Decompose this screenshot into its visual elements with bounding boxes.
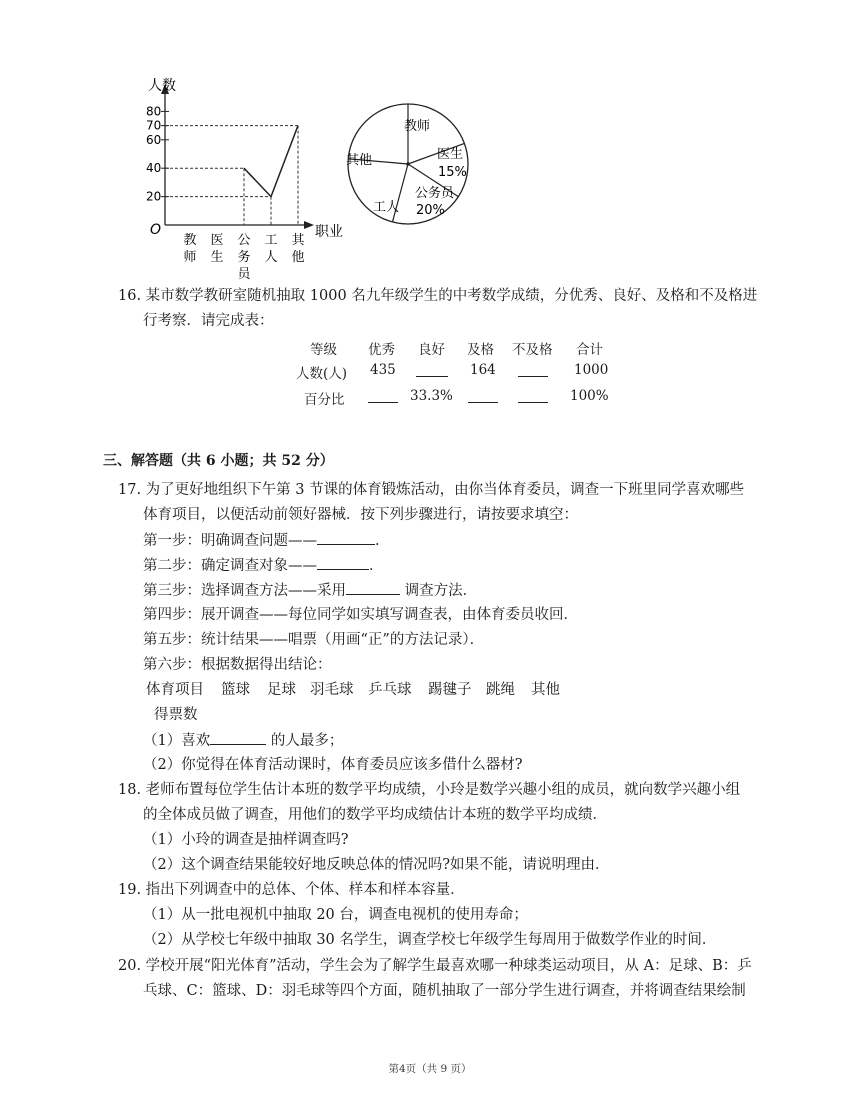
th-pass: 及格: [467, 342, 494, 358]
th-excellent: 优秀: [368, 342, 395, 358]
q18-line1: 18. 老师布置每位学生估计本班的数学平均成绩，小玲是数学兴趣小组的成员，就向数学兴趣小组: [118, 782, 741, 798]
sport-col-7: 其他: [531, 682, 560, 698]
occupation-line-chart: [138, 70, 358, 285]
sport-col-4: 乒乓球: [368, 682, 412, 698]
q17-sub1: [143, 730, 343, 751]
q17-step3-text-b: 调查方法．: [400, 583, 478, 599]
y-axis-label: 人数: [148, 78, 176, 94]
q20-line1: 20. 学校开展“阳光体育”活动，学生会为了解学生最喜欢哪一种球类运动项目，从 A：足球、B：乒: [118, 958, 752, 974]
occupation-pie-chart: [340, 90, 490, 240]
q17-step4: 第四步：展开调查——每位同学如实填写调查表，由体育委员收回．: [143, 607, 578, 623]
q18-sub2: （2）这个调查结果能较好地反映总体的情况吗?如果不能，请说明理由．: [143, 857, 610, 873]
q17-step3: [143, 580, 477, 601]
y-tick-label: 60: [146, 132, 162, 147]
count-good-blank[interactable]: [416, 362, 448, 381]
pie-label-teacher: 教师: [404, 119, 431, 134]
q17-step3-blank[interactable]: [346, 580, 400, 595]
q17-sub1-blank[interactable]: [210, 730, 266, 745]
q19-line1: 19. 指出下列调查中的总体、个体、样本和样本容量．: [118, 882, 465, 898]
x-category-label: 工人: [264, 233, 278, 265]
q17-step2-blank[interactable]: [317, 555, 369, 570]
x-category-label: 公务员: [237, 233, 251, 282]
q17-step2: 第二步：确定调查对象—— ．: [143, 555, 384, 576]
q18-line2: 的全体成员做了调查，用他们的数学平均成绩估计本班的数学平均成绩．: [143, 807, 607, 823]
q17-votes-label: 得票数: [154, 707, 198, 723]
y-tick-label: 40: [146, 161, 162, 176]
sport-col-5: 踢毽子: [428, 682, 472, 698]
y-tick-label: 80: [146, 104, 162, 119]
q16-line2: 行考察．请完成表：: [143, 313, 274, 329]
pie-label-worker: 工人: [373, 200, 400, 215]
q17-step2-text: 第二步：确定调查对象——: [143, 558, 317, 574]
y-tick-label: 20: [146, 189, 162, 204]
pct-fail-blank[interactable]: [518, 388, 548, 407]
q17-step5: 第五步：统计结果——唱票（用画“正”的方法记录）．: [143, 632, 485, 648]
th-level: 等级: [310, 342, 337, 358]
pct-good: 33.3%: [410, 388, 453, 404]
q17-step1: 第一步：明确调查问题—— ．: [143, 530, 390, 551]
x-category-label: 其他: [291, 233, 305, 265]
pie-label-other: 其他: [346, 153, 373, 168]
x-axis-label: 职业: [315, 224, 343, 240]
q17-step1-blank[interactable]: [317, 530, 375, 545]
q20-line2: 乓球、C：篮球、D：羽毛球等四个方面，随机抽取了一部分学生进行调查，并将调查结果绘制: [143, 983, 746, 999]
count-fail-blank[interactable]: [518, 362, 548, 381]
x-category-label: 教师: [183, 233, 197, 265]
x-axis-arrow: [304, 221, 314, 229]
q16-line1: 16. 某市数学教研室随机抽取 1000 名九年级学生的中考数学成绩，分优秀、良好、及格和不及格进: [118, 288, 758, 304]
pie-center: [406, 162, 410, 166]
pie-label-civil-pct: 20%: [416, 203, 445, 218]
page-footer: 第4页（共 9 页）: [388, 1063, 472, 1075]
sport-col-3: 羽毛球: [310, 682, 354, 698]
th-good: 良好: [418, 342, 445, 358]
q17-step1-text: 第一步：明确调查问题——: [143, 533, 317, 549]
q17-step3-text-a: 第三步：选择调查方法——采用: [143, 583, 346, 599]
pct-excellent-blank[interactable]: [368, 388, 398, 407]
sport-col-2: 足球: [267, 682, 296, 698]
q17-sub1-text-a: （1）喜欢: [143, 733, 211, 749]
sport-col-1: 篮球: [221, 682, 250, 698]
section3-title: 三、解答题（共 6 小题；共 52 分）: [103, 453, 334, 469]
q17-sub1-text-b: 的人最多；: [266, 733, 344, 749]
origin-label: O: [150, 222, 162, 238]
sport-col-0: 体育项目: [146, 682, 204, 698]
q17-step6: 第六步：根据数据得出结论：: [143, 657, 332, 673]
data-line: [244, 126, 298, 197]
pct-total: 100%: [570, 388, 609, 404]
q18-sub1: （1）小玲的调查是抽样调查吗?: [143, 832, 349, 848]
count-pass: 164: [470, 362, 496, 378]
pie-label-doctor: 医生: [437, 147, 464, 162]
y-tick-label: 70: [146, 118, 162, 133]
pie-label-civil: 公务员: [415, 186, 455, 201]
q17-line2: 体育项目，以便活动前领好器械．按下列步骤进行，请按要求填空：: [143, 507, 578, 523]
q17-sub2: （2）你觉得在体育活动课时，体育委员应该多借什么器材?: [143, 757, 523, 773]
q17-line1: 17. 为了更好地组织下午第 3 节课的体育锻炼活动，由你当体育委员，调查一下班里同学喜欢哪些: [118, 482, 745, 498]
row-count-label: 人数(人): [296, 366, 348, 382]
count-total: 1000: [574, 362, 609, 378]
pie-label-doctor-pct: 15%: [438, 165, 467, 180]
q19-sub1: （1）从一批电视机中抽取 20 台，调查电视机的使用寿命；: [143, 907, 528, 923]
th-total: 合计: [576, 342, 603, 358]
row-pct-label: 百分比: [304, 392, 345, 408]
x-category-label: 医生: [210, 233, 224, 265]
count-excellent: 435: [370, 362, 396, 378]
q19-sub2: （2）从学校七年级中抽取 30 名学生，调查学校七年级学生每周用于做数学作业的时间．: [143, 932, 717, 948]
pct-pass-blank[interactable]: [468, 388, 498, 407]
th-fail: 不及格: [512, 342, 553, 358]
sport-col-6: 跳绳: [486, 682, 515, 698]
